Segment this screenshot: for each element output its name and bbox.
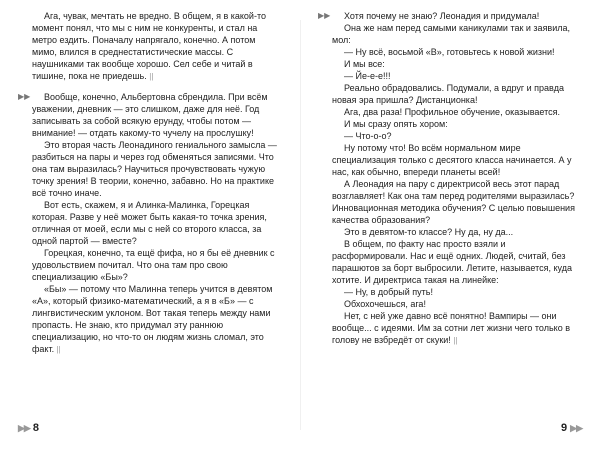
paragraph: — Ну, в добрый путь! bbox=[344, 287, 433, 297]
paragraph: Вот есть, скажем, я и Алинка-Малинка, Горецкая которая. Разве у неё может быть какая-то точка зрения, отличная от моей, если мы с ней со второго класса, за одной партой — вместе? bbox=[32, 200, 267, 246]
paragraph: Реально обрадовались. Подумали, а вдруг и правда новая эра пришла? Дистанционка! bbox=[332, 83, 564, 105]
paragraph: Ага, два раза! Профильное обучение, оказывается. bbox=[344, 107, 560, 117]
page-number: 9 ▶▶ bbox=[560, 422, 582, 434]
paragraph: И мы все: bbox=[344, 59, 385, 69]
paragraph: Это в девятом-то классе? Ну да, ну да... bbox=[344, 227, 514, 237]
paragraph: ▶▶ Вообще, конечно, Альбертовна сбрендила. При всём уважении, дневник — это слишком, даже для неё. Год записывать за собой всякую ерунду, чтобы потом — внимание! — отдать какому-то чучелу на прослушку! bbox=[18, 92, 268, 138]
folio-arrows-icon: ▶▶ bbox=[570, 423, 582, 433]
page-gutter bbox=[300, 20, 301, 430]
pilcrow-mark: || bbox=[56, 345, 61, 354]
paragraph: Это вторая часть Леонадиного гениального замысла — разбиться на пары и через год обменяться записями. Что она там выразилась? Научиться прочувствовать чужую точку зрения! В теории, конечно, забавно. Но на практике всё точно иначе. bbox=[32, 140, 277, 198]
paragraph: Обхохочешься, ага! bbox=[344, 299, 426, 309]
paragraph: ▶▶ Хотя почему не знаю? Леонадия и придумала! bbox=[318, 11, 540, 21]
paragraph: — Что-о-о? bbox=[344, 131, 392, 141]
right-page bbox=[318, 10, 582, 440]
paragraph: Она же нам перед самыми каникулами так и заявила, мол: bbox=[332, 23, 571, 45]
pilcrow-mark: || bbox=[453, 336, 458, 345]
pilcrow-mark: || bbox=[149, 72, 154, 81]
paragraph: Ну потому что! Во всём нормальном мире специализация только с десятого класса начинается. А у нас, как обычно, впереди планеты всей! bbox=[332, 143, 572, 177]
paragraph: — Йе-е-е!!! bbox=[344, 71, 391, 81]
paragraph: Горецкая, конечно, та ещё фифа, но я бы её дневник с удовольствием почитал. Что она там про свою специализацию «Бы»? bbox=[32, 248, 275, 282]
chapter-marker-icon: ▶▶ bbox=[18, 92, 31, 101]
paragraph: Ага, чувак, мечтать не вредно. В общем, я в какой-то момент понял, что мы с ним не конкуренты, и стал на метро ездить. Поначалу напрягало, конечно. А потом мимо, влился в среднестатистические массы. С наушниками так вообще хорошо. Сел себе и читай в тишине, пока не приедешь. || bbox=[32, 11, 266, 81]
paragraph: В общем, по факту нас просто взяли и расформировали. Нас и ещё одних. Людей, считай, без парашютов за борт выбросили. Летите, называется, куда хотите. И директриса такая на линейке: bbox=[332, 239, 572, 285]
paragraph: «Бы» — потому что Малинна теперь учится в девятом «А», который физико-математический, а я в «Б» — с лингвистическим уклоном. Вот такая теперь между нами пропасть. Не знаю, кто придумал эту раннюю специализацию, но что-то он людям жизнь сломал, это факт. || bbox=[32, 284, 273, 354]
right-page-text bbox=[318, 10, 582, 347]
folio-arrows-icon: ▶▶ bbox=[18, 423, 30, 433]
paragraph: Нет, с ней уже давно всё понятно! Вампиры — они вообще... с идеями. Им за сотни лет жизни чего только в голову не взбредёт от скуки! || bbox=[332, 311, 570, 345]
paragraph: — Ну всё, восьмой «В», готовьтесь к новой жизни! bbox=[344, 47, 555, 57]
paragraph: А Леонадия на пару с директрисой весь этот парад возглавляет! Как она там перед родителями выразилась? Инновационная методика обучения? С целью повышения качества образования? bbox=[332, 179, 575, 225]
chapter-marker-icon: ▶▶ bbox=[318, 11, 331, 20]
paragraph: И мы сразу опять хором: bbox=[344, 119, 448, 129]
page-number: ▶▶ 8 bbox=[18, 422, 40, 434]
left-page-text bbox=[18, 10, 282, 356]
left-page bbox=[18, 10, 282, 440]
